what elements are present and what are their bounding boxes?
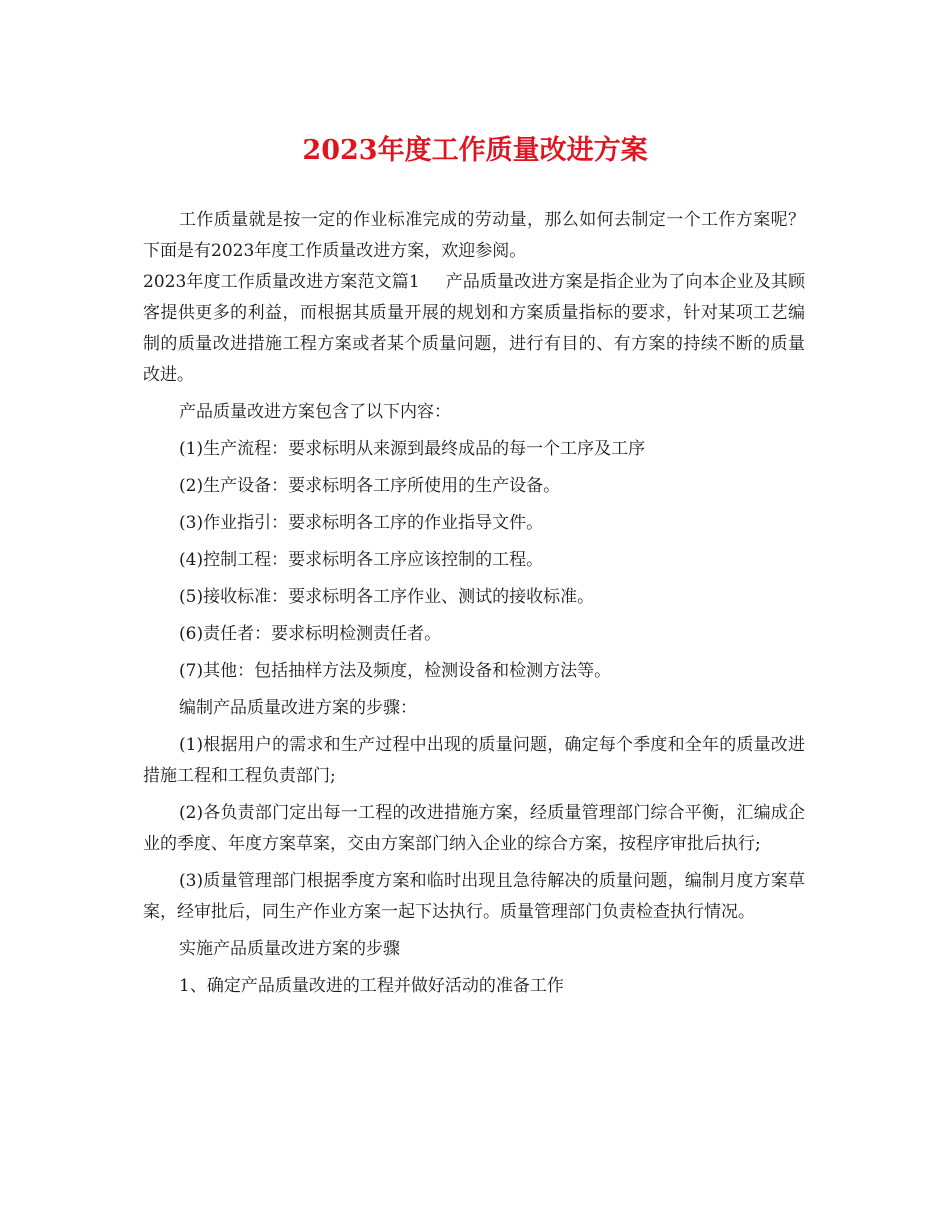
document-body bbox=[143, 205, 805, 1008]
contents-item-7: (7)其他：包括抽样方法及频度，检测设备和检测方法等。 bbox=[179, 661, 612, 681]
contents-item-5: (5)接收标准：要求标明各工序作业、测试的接收标准。 bbox=[179, 587, 595, 607]
steps-item-2: (2)各负责部门定出每一工程的改进措施方案，经质量管理部门综合平衡，汇编成企业的季度、年度方案草案，交由方案部门纳入企业的综合方案，按程序审批后执行; bbox=[143, 803, 805, 854]
section1-paragraph bbox=[143, 267, 805, 391]
contents-intro: 产品质量改进方案包含了以下内容： bbox=[179, 402, 451, 422]
implement-intro: 实施产品质量改进方案的步骤 bbox=[179, 939, 400, 959]
contents-item-4: (4)控制工程：要求标明各工序应该控制的工程。 bbox=[179, 550, 544, 570]
intro-paragraph: 工作质量就是按一定的作业标准完成的劳动量，那么如何去制定一个工作方案呢？下面是有2023年度工作质量改进方案，欢迎参阅。 bbox=[143, 210, 805, 261]
document-title: 2023年度工作质量改进方案 bbox=[302, 135, 648, 166]
steps-item-1: (1)根据用户的需求和生产过程中出现的质量问题，确定每个季度和全年的质量改进措施工程和工程负责部门; bbox=[143, 735, 805, 786]
implement-step-1: 1、确定产品质量改进的工程并做好活动的准备工作 bbox=[179, 976, 564, 996]
contents-item-2: (2)生产设备：要求标明各工序所使用的生产设备。 bbox=[179, 476, 561, 496]
section1-text: 产品质量改进方案是指企业为了向本企业及其顾客提供更多的利益，而根据其质量开展的规划和方案质量指标的要求，针对某项工艺编制的质量改进措施工程方案或者某个质量问题，进行有目的、有方案的持续不断的质量改进。 bbox=[143, 272, 805, 385]
steps-intro: 编制产品质量改进方案的步骤： bbox=[179, 698, 417, 718]
section1-heading: 2023年度工作质量改进方案范文篇1 bbox=[143, 272, 420, 292]
contents-item-1: (1)生产流程：要求标明从来源到最终成品的每一个工序及工序 bbox=[179, 439, 646, 459]
contents-item-3: (3)作业指引：要求标明各工序的作业指导文件。 bbox=[179, 513, 544, 533]
contents-item-6: (6)责任者：要求标明检测责任者。 bbox=[179, 624, 442, 644]
steps-item-3: (3)质量管理部门根据季度方案和临时出现且急待解决的质量问题，编制月度方案草案，经审批后，同生产作业方案一起下达执行。质量管理部门负责检查执行情况。 bbox=[143, 871, 805, 922]
